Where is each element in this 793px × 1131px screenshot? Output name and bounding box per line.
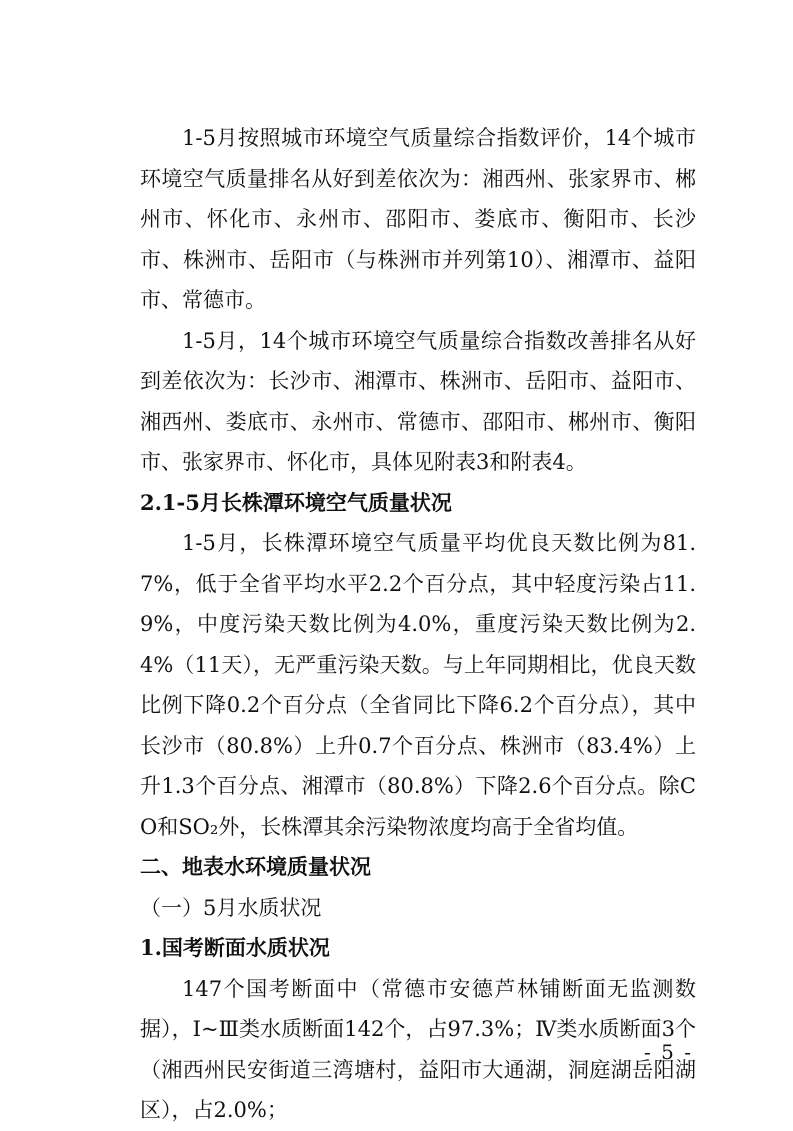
heading-may-water-quality: （一）5月水质状况 [140, 895, 322, 920]
paragraph-national-sections: 147个国考断面中（常德市安德芦林铺断面无监测数据），Ⅰ~Ⅲ类水质断面142个，占97.3%；Ⅳ类水质断面3个（湘西州民安街道三湾塘村，益阳市大通湖，洞庭湖岳阳湖区），占2.0%； [140, 976, 696, 1122]
paragraph-city-ranking: 1-5月按照城市环境空气质量综合指数评价，14个城市环境空气质量排名从好到差依次为：湘西州、张家界市、郴州市、怀化市、永州市、邵阳市、娄底市、衡阳市、长沙市、株洲市、岳阳市（与株洲市并列第10）、湘潭市、益阳市、常德市。 [140, 126, 696, 312]
page-number: - 5 - [644, 1040, 693, 1064]
paragraph-improvement-ranking: 1-5月，14个城市环境空气质量综合指数改善排名从好到差依次为：长沙市、湘潭市、株洲市、岳阳市、益阳市、湘西州、娄底市、永州市、常德市、邵阳市、郴州市、衡阳市、张家界市、怀化市，具体见附表3和附表4。 [140, 328, 696, 474]
paragraph-cztt-air-quality: 1-5月，长株潭环境空气质量平均优良天数比例为81.7%，低于全省平均水平2.2个百分点，其中轻度污染占11.9%，中度污染天数比例为4.0%，重度污染天数比例为2.4%（11天），无严重污染天数。与上年同期相比，优良天数比例下降0.2个百分点（全省同比下降6.2个百分点），其中长沙市（80.8%）上升0.7个百分点、株洲市（83.4%）上升1.3个百分点、湘潭市（80.8%）下降2.6个百分点。除CO和SO₂外，长株潭其余污染物浓度均高于全省均值。 [140, 531, 696, 839]
document-body [140, 118, 696, 1131]
heading-cztt-air-quality: 2.1-5月长株潭环境空气质量状况 [140, 489, 452, 515]
heading-national-sections: 1.国考断面水质状况 [140, 935, 330, 960]
heading-surface-water: 二、地表水环境质量状况 [140, 854, 371, 879]
